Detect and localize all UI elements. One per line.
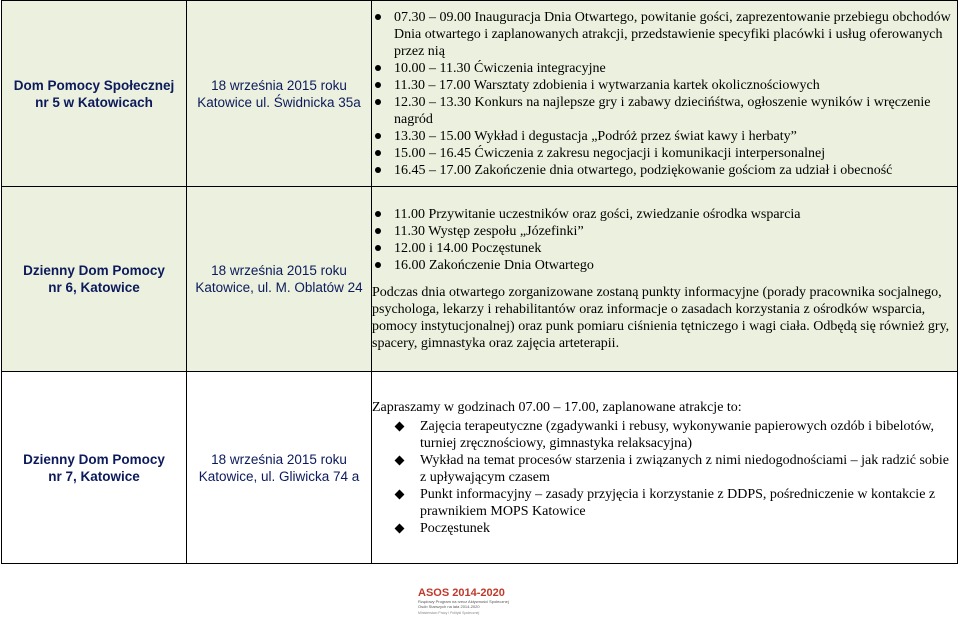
list-item: 11.30 Występ zespołu „Józefinki”	[372, 223, 957, 240]
date-cell	[187, 372, 372, 564]
organizer-cell	[2, 1, 187, 187]
list-item: 10.00 – 11.30 Ćwiczenia integracyjne	[372, 60, 957, 77]
table-row	[2, 1, 958, 187]
organizer-cell	[2, 372, 187, 564]
list-item: Wykład na temat procesów starzenia i związanych z nimi niedogodnościami – jak radzić sobie z upływającym czasem	[372, 452, 957, 486]
event-date: 18 września 2015 roku	[211, 77, 347, 93]
logo-subtitle: Rządowy Program na rzecz Aktywności Społecznej	[418, 599, 509, 604]
table-row	[2, 372, 958, 564]
list-item: 16.45 – 17.00 Zakończenie dnia otwartego, podziękowanie gościom za udział i obecność	[372, 162, 957, 179]
organizer-cell	[2, 187, 187, 372]
organizer-name: Dzienny Dom Pomocy	[23, 451, 165, 467]
date-cell	[187, 187, 372, 372]
program-cell	[372, 372, 958, 564]
event-date: 18 września 2015 roku	[211, 263, 347, 278]
event-date: 18 września 2015 roku	[211, 451, 347, 467]
logo-subtitle: Osób Starszych na lata 2014-2020	[418, 604, 480, 609]
event-address: Katowice, ul. Gliwicka 74 a	[198, 468, 360, 484]
organizer-name: Dzienny Dom Pomocy	[23, 263, 165, 278]
list-item: Punkt informacyjny – zasady przyjęcia i korzystanie z DDPS, pośredniczenie w kontakcie z prawnikiem MOPS Katowice	[372, 486, 957, 520]
event-address: Katowice, ul. M. Oblatów 24	[195, 280, 363, 295]
program-list	[372, 9, 957, 179]
program-cell	[372, 1, 958, 187]
logo-ministry: Ministerstwo Pracy i Polityki Społecznej	[418, 611, 480, 615]
schedule-table	[1, 0, 958, 564]
list-item: 07.30 – 09.00 Inauguracja Dnia Otwartego, powitanie gości, zaprezentowanie przebiegu obchodów Dnia otwartego i zaplanowanych atrakcji, przedstawienie specyfiki placówki i usług oferowanych przez nią	[372, 9, 957, 60]
program-intro: Zapraszamy w godzinach 07.00 – 17.00, zaplanowane atrakcje to:	[372, 399, 742, 415]
organizer-number: nr 7, Katowice	[48, 468, 140, 484]
program-cell	[372, 187, 958, 372]
event-address: Katowice ul. Świdnicka 35a	[197, 94, 361, 110]
date-cell	[187, 1, 372, 187]
list-item: 12.00 i 14.00 Poczęstunek	[372, 240, 957, 257]
organizer-name: Dom Pomocy Społecznej	[13, 77, 175, 93]
asos-logo	[418, 587, 510, 616]
list-item: 16.00 Zakończenie Dnia Otwartego	[372, 257, 957, 274]
program-description: Podczas dnia otwartego zorganizowane zostaną punkty informacyjne (porady pracownika socjalnego, psychologa, lekarzy i rehabilitantów oraz informacje o zasadach korzystania z ośrodków wsparcia, pomocy instytucjonalnej) oraz punk pomiaru ciśnienia tętniczego i wagi ciała. Odbędą się również gry, spacery, gimnastyka oraz zajęcia arteterapii.	[372, 285, 950, 351]
list-item: Poczęstunek	[372, 520, 957, 537]
organizer-number: nr 6, Katowice	[48, 280, 140, 295]
program-list	[372, 206, 957, 274]
organizer-number: nr 5 w Katowicach	[35, 94, 153, 110]
list-item: 15.00 – 16.45 Ćwiczenia z zakresu negocjacji i komunikacji interpersonalnej	[372, 145, 957, 162]
list-item: 12.30 – 13.30 Konkurs na najlepsze gry i zabawy dziecińśtwa, ogłoszenie wyników i wręczenie nagród	[372, 94, 957, 128]
list-item: 13.30 – 15.00 Wykład i degustacja „Podróż przez świat kawy i herbaty”	[372, 128, 957, 145]
list-item: Zajęcia terapeutyczne (zgadywanki i rebusy, wykonywanie papierowych ozdób i bibelotów, turniej zręcznościowy, gimnastyka relaksacyjna)	[372, 418, 957, 452]
logo-text: ASOS 2014-2020	[418, 587, 505, 599]
program-list	[372, 418, 957, 537]
list-item: 11.00 Przywitanie uczestników oraz gości, zwiedzanie ośrodka wsparcia	[372, 206, 957, 223]
list-item: 11.30 – 17.00 Warsztaty zdobienia i wytwarzania kartek okolicznościowych	[372, 77, 957, 94]
table-row	[2, 187, 958, 372]
